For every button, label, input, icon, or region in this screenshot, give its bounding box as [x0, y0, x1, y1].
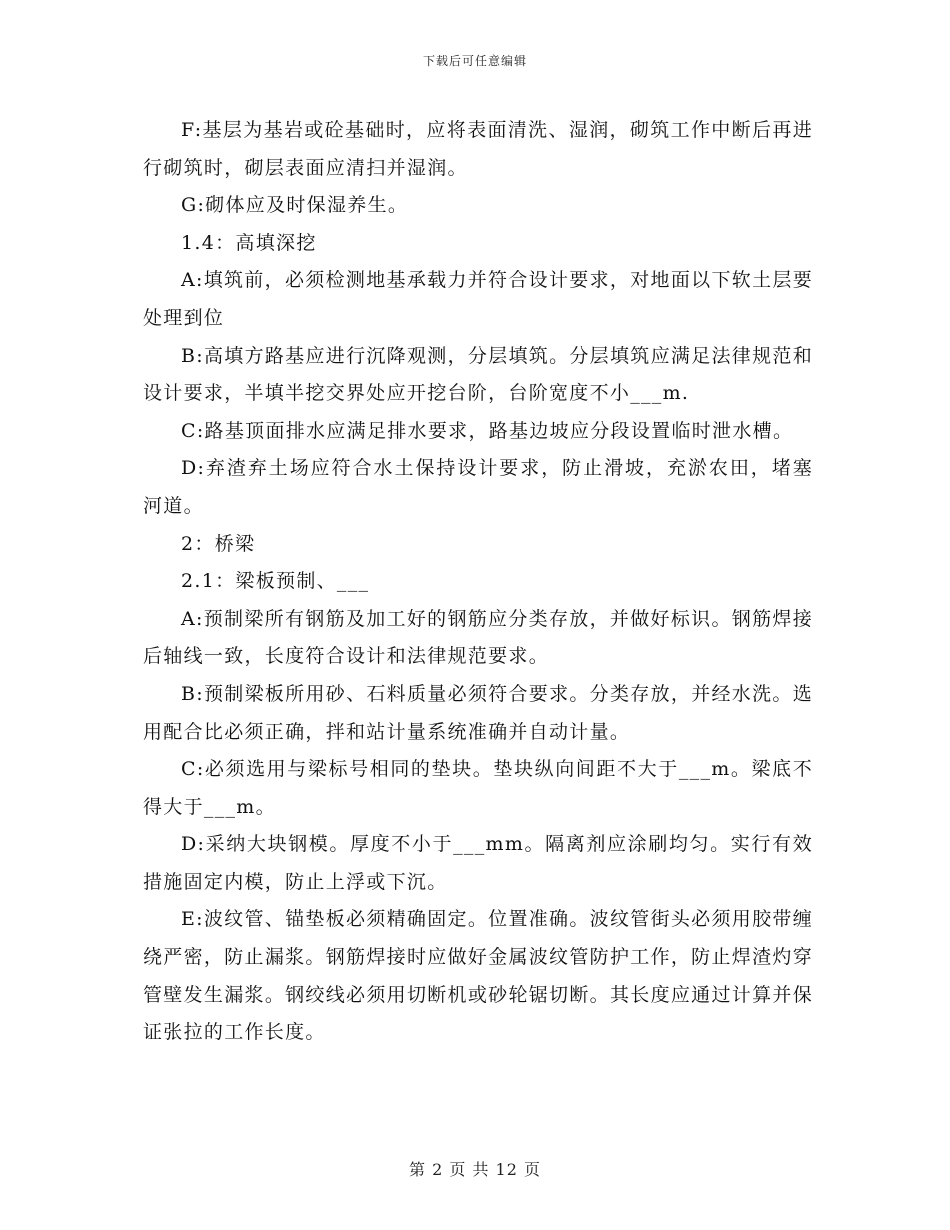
- section-heading-2: 2：桥梁: [181, 532, 256, 555]
- paragraph-1-4-d: D:弃渣弃土场应符合水土保持设计要求，防止滑坡，充淤农田，堵塞河道。: [143, 457, 813, 517]
- section-heading-1-4: 1.4：高填深挖: [181, 231, 317, 254]
- paragraph-2-1-e: E:波纹管、锚垫板必须精确固定。位置准确。波纹管街头必须用胶带缠绕严密，防止漏浆。钢筋焊接时应做好金属波纹管防护工作，防止焊渣灼穿管壁发生漏浆。钢绞线必须用切断机或砂轮锯切断。其长度应通过计算并保证张拉的工作长度。: [143, 908, 813, 1044]
- paragraph-2-1-b: B:预制梁板所用砂、石料质量必须符合要求。分类存放，并经水洗。选用配合比必须正确，拌和站计量系统准确并自动计量。: [143, 682, 813, 743]
- page-header: 下载后可任意编辑: [422, 54, 527, 68]
- section-heading-2-1: 2.1：梁板预制、___: [181, 570, 370, 593]
- paragraph-g: G:砌体应及时保湿养生。: [181, 194, 409, 217]
- paragraph-1-4-c: C:路基顶面排水应满足排水要求，路基边坡应分段设置临时泄水槽。: [181, 419, 794, 442]
- paragraph-1-4-b: B:高填方路基应进行沉降观测，分层填筑。分层填筑应满足法律规范和设计要求，半填半挖交界处应开挖台阶，台阶宽度不小___m.: [143, 344, 813, 405]
- paragraph-2-1-c: C:必须选用与梁标号相同的垫块。垫块纵向间距不大于___m。梁底不得大于___m。: [143, 758, 813, 818]
- paragraph-2-1-a: A:预制梁所有钢筋及加工好的钢筋应分类存放，并做好标识。钢筋焊接后轴线一致，长度符合设计和法律规范要求。: [143, 607, 813, 668]
- document-body: [143, 112, 813, 1052]
- paragraph-1-4-a: A:填筑前，必须检测地基承载力并符合设计要求，对地面以下软土层要处理到位: [143, 269, 813, 329]
- paragraph-f: F:基层为基岩或砼基础时，应将表面清洗、湿润，砌筑工作中断后再进行砌筑时，砌层表面应清扫并湿润。: [143, 119, 813, 179]
- page-footer: 第 2 页 共 12 页: [409, 1160, 541, 1179]
- paragraph-2-1-d: D:采纳大块钢模。厚度不小于___mm。隔离剂应涂刷均匀。实行有效措施固定内模，防止上浮或下沉。: [143, 833, 813, 893]
